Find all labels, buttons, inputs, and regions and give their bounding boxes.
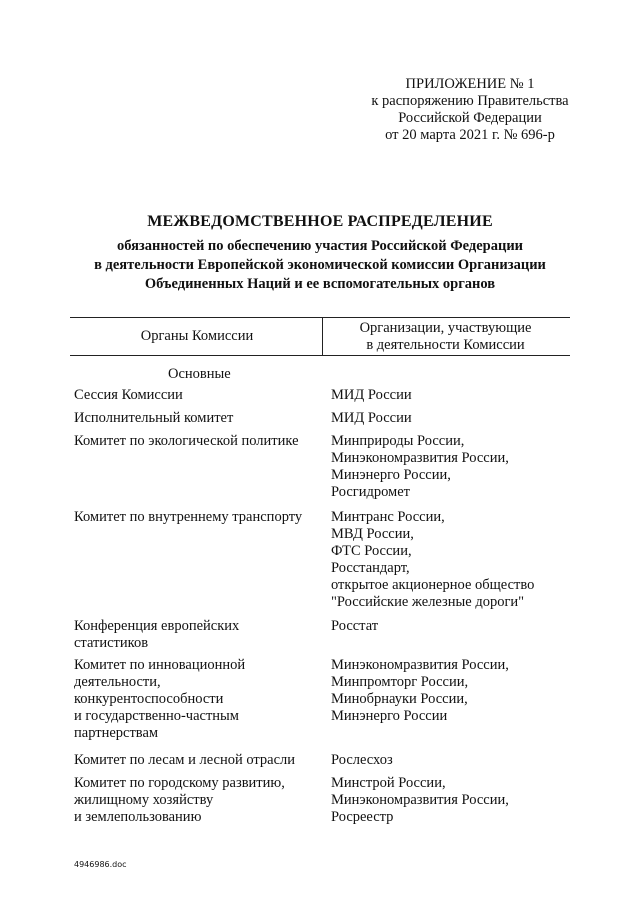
participating-organizations <box>331 433 621 501</box>
organization-line: открытое акционерное общество <box>331 577 535 593</box>
organization-line: МВД России, <box>331 526 414 542</box>
organ-line: партнерствам <box>74 725 159 741</box>
commission-organ <box>74 509 319 526</box>
participating-organizations <box>331 775 621 826</box>
annex-header <box>330 76 610 144</box>
commission-organ <box>74 752 319 769</box>
organ-line: Комитет по городскому развитию, <box>74 775 285 791</box>
participating-organizations <box>331 752 621 769</box>
subtitle-line: в деятельности Европейской экономической комиссии Организации <box>94 257 546 273</box>
participating-organizations <box>331 387 621 404</box>
table-top-rule <box>70 317 570 318</box>
commission-organ <box>74 410 319 427</box>
table-header-organs: Органы Комиссии <box>140 328 254 344</box>
organ-line: Комитет по внутреннему транспорту <box>74 509 303 525</box>
annex-date: от 20 марта 2021 г. № 696-р <box>385 127 555 143</box>
annex-ref: к распоряжению Правительства <box>371 93 569 109</box>
organ-line: и землепользованию <box>74 809 202 825</box>
organization-line: Минэкономразвития России, <box>331 450 509 466</box>
organization-line: Росстандарт, <box>331 560 410 576</box>
commission-organ <box>74 618 319 652</box>
section-heading: Основные <box>168 366 231 382</box>
organization-line: МИД России <box>331 410 412 426</box>
organ-line: Конференция европейских <box>74 618 240 634</box>
organization-line: Минэкономразвития России, <box>331 657 509 673</box>
subtitle-line: обязанностей по обеспечению участия Российской Федерации <box>116 238 524 254</box>
organization-line: Минстрой России, <box>331 775 446 791</box>
organ-line: конкурентоспособности <box>74 691 224 707</box>
organ-line: Комитет по инновационной <box>74 657 246 673</box>
annex-number: ПРИЛОЖЕНИЕ № 1 <box>405 76 535 92</box>
organization-line: ФТС России, <box>331 543 412 559</box>
commission-organ <box>74 657 319 742</box>
organization-line: Минпромторг России, <box>331 674 469 690</box>
organization-line: Росстат <box>331 618 379 634</box>
table-header-rule <box>70 355 570 356</box>
organ-line: и государственно-частным <box>74 708 239 724</box>
document-file-code: 4946986.doc <box>74 860 127 869</box>
organization-line: Росгидромет <box>331 484 411 500</box>
organization-line: Минобрнауки России, <box>331 691 468 707</box>
organ-line: Комитет по экологической политике <box>74 433 299 449</box>
document-title: МЕЖВЕДОМСТВЕННОЕ РАСПРЕДЕЛЕНИЕ <box>147 213 493 230</box>
commission-organ <box>74 775 319 826</box>
organization-line: Минэнерго России <box>331 708 448 724</box>
commission-organ <box>74 387 319 404</box>
document-subtitle <box>60 237 580 294</box>
organ-line: Комитет по лесам и лесной отрасли <box>74 752 296 768</box>
table-header-orgs: Организации, участвующие в деятельности Комиссии <box>359 320 532 353</box>
organization-line: Минэнерго России, <box>331 467 451 483</box>
subtitle-line: Объединенных Наций и ее вспомогательных органов <box>144 276 496 292</box>
participating-organizations <box>331 657 621 725</box>
participating-organizations <box>331 618 621 635</box>
organization-line: Минтранс России, <box>331 509 445 525</box>
participating-organizations <box>331 509 621 611</box>
organization-line: Минэкономразвития России, <box>331 792 509 808</box>
organization-line: МИД России <box>331 387 412 403</box>
commission-organ <box>74 433 319 450</box>
organization-line: Росреестр <box>331 809 394 825</box>
organization-line: Минприроды России, <box>331 433 465 449</box>
organization-line: Рослесхоз <box>331 752 393 768</box>
organ-line: Исполнительный комитет <box>74 410 234 426</box>
organization-line: "Российские железные дороги" <box>331 594 525 610</box>
annex-gov: Российской Федерации <box>398 110 542 126</box>
organ-line: жилищному хозяйству <box>74 792 214 808</box>
organ-line: статистиков <box>74 635 149 651</box>
participating-organizations <box>331 410 621 427</box>
organ-line: деятельности, <box>74 674 161 690</box>
organ-line: Сессия Комиссии <box>74 387 183 403</box>
